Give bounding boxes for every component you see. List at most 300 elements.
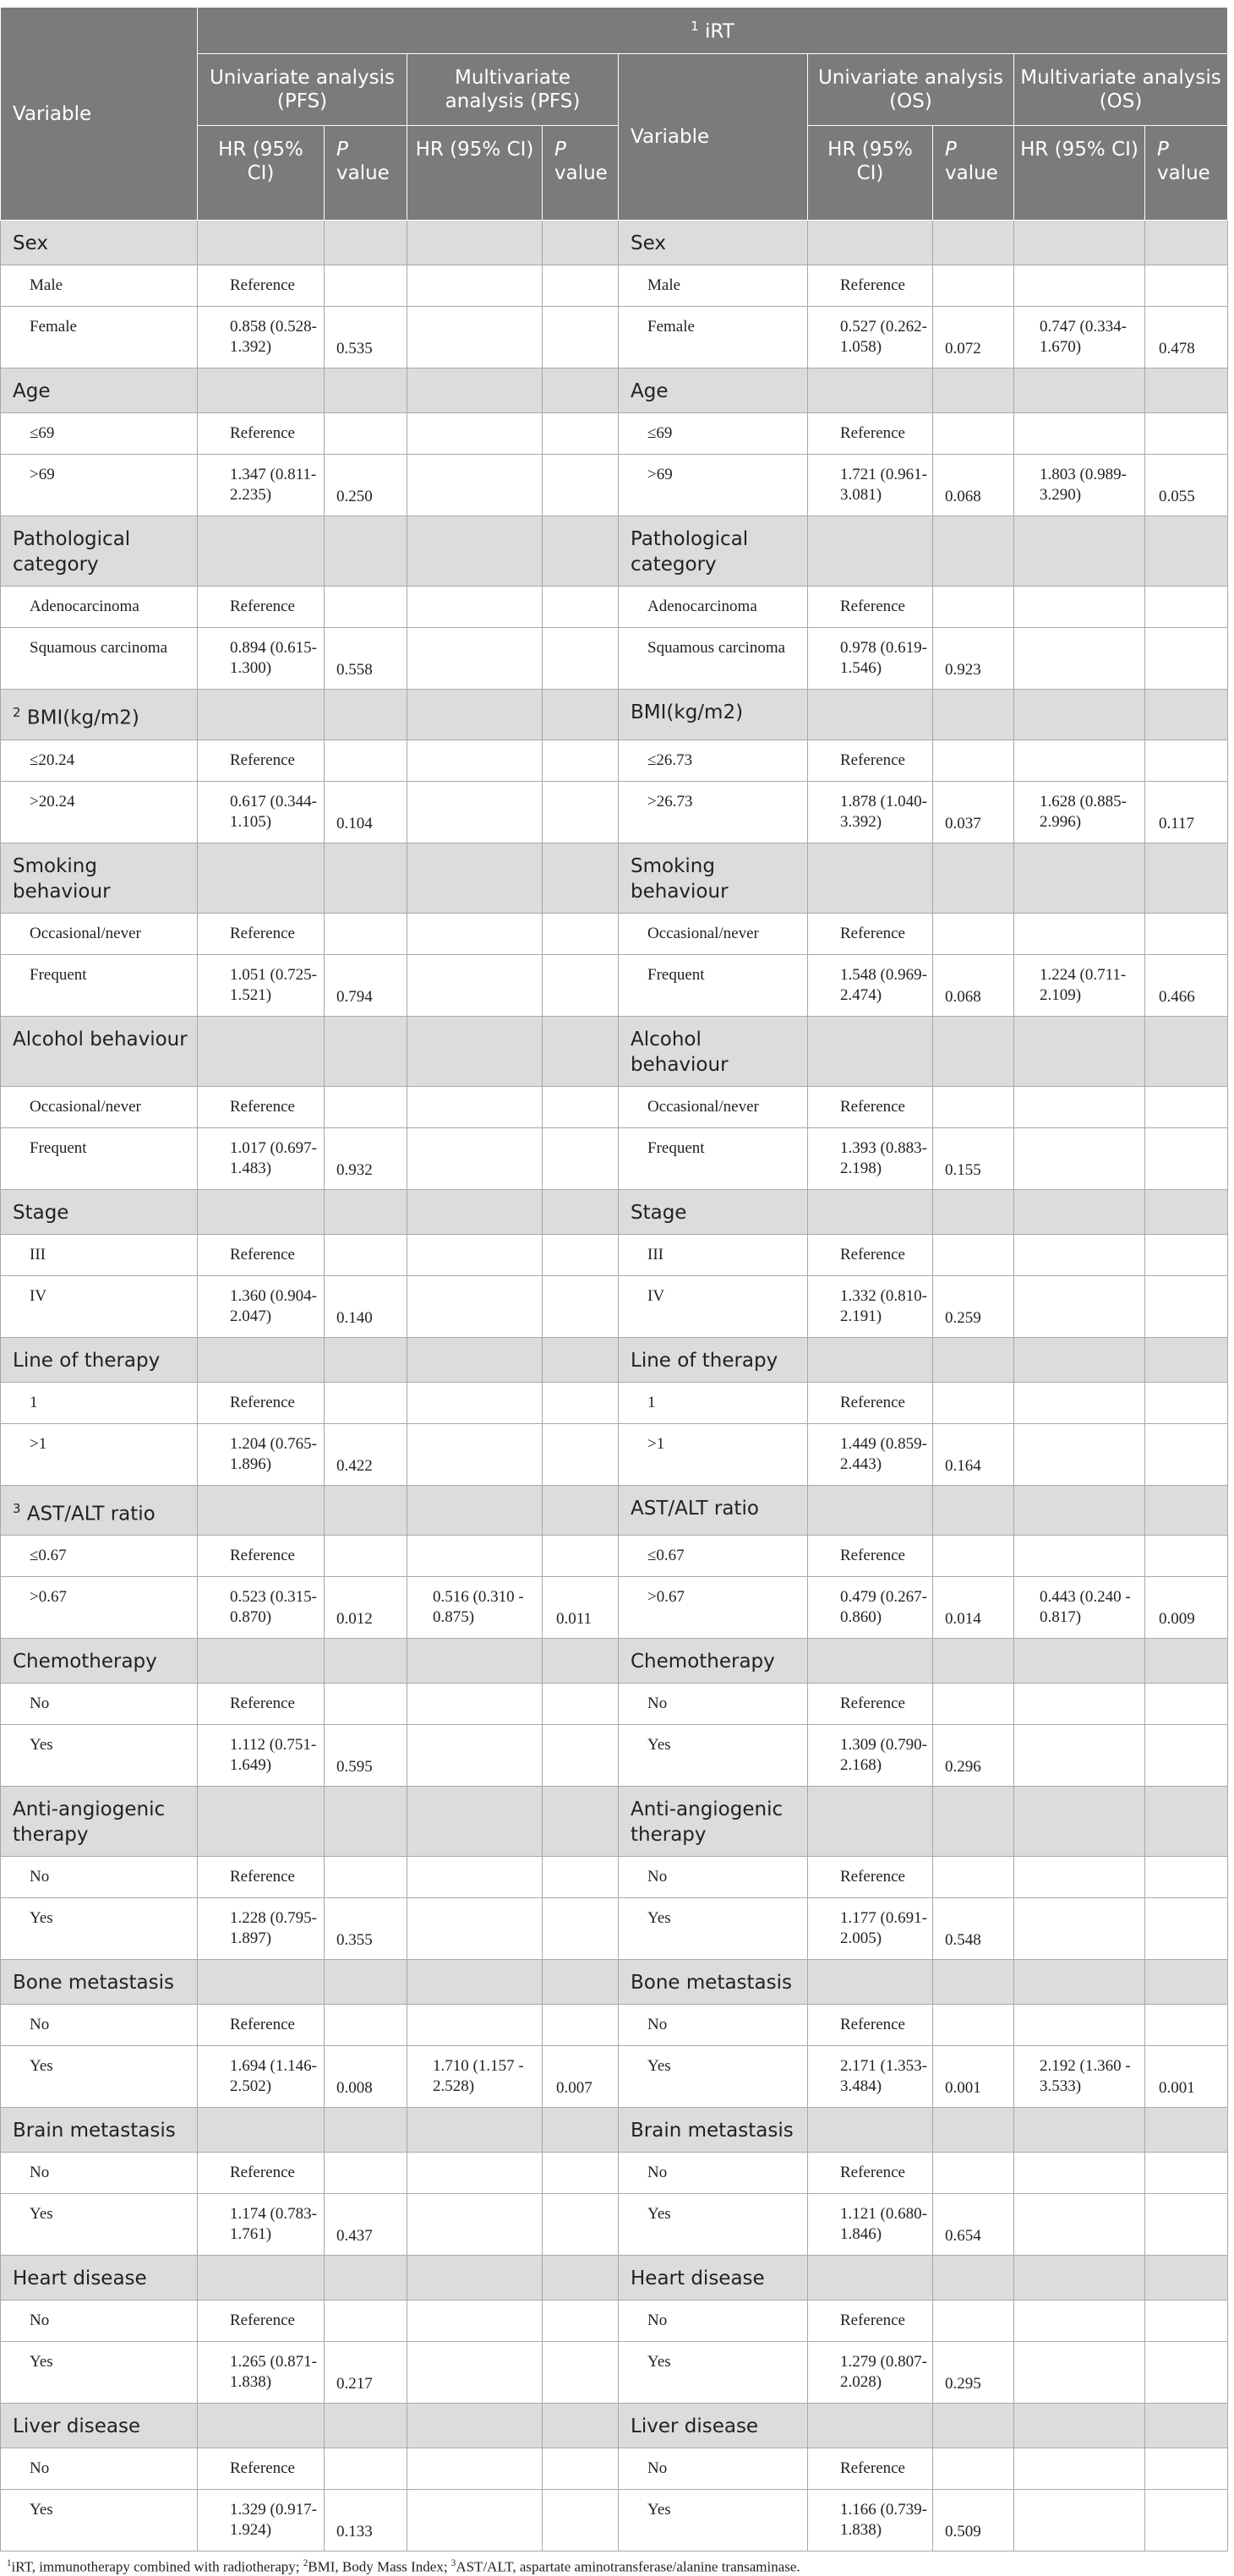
empty-cell	[325, 221, 407, 265]
variable-label: Smoking behaviour	[13, 854, 111, 903]
univariate-pfs-header: Univariate analysis (PFS)	[198, 54, 407, 126]
empty-cell	[1145, 690, 1228, 740]
p-uni-pfs	[325, 1382, 407, 1423]
table-row	[1, 2342, 1228, 2404]
empty-cell	[543, 368, 619, 413]
hr-multi-os	[1014, 2448, 1145, 2490]
empty-cell	[933, 1787, 1014, 1857]
empty-cell	[543, 516, 619, 587]
empty-cell	[808, 1016, 933, 1086]
p-multi-os	[1145, 413, 1228, 455]
empty-cell	[933, 1639, 1014, 1684]
p-multi-pfs	[543, 2005, 619, 2046]
variable-name-right: Smoking behaviour	[619, 843, 808, 913]
level-name-left: ≤20.24	[1, 740, 198, 781]
level-name-left: No	[1, 2153, 198, 2194]
category-row	[1, 1787, 1228, 1857]
level-name-right: Yes	[619, 2342, 808, 2404]
p-multi-os	[1145, 1857, 1228, 1898]
empty-cell	[933, 2404, 1014, 2448]
hr-header: HR (95% CI)	[198, 126, 325, 221]
p-uni-pfs: 0.140	[325, 1275, 407, 1337]
level-name-right: Occasional/never	[619, 1086, 808, 1127]
group-title-header	[198, 8, 1228, 54]
level-name-left: >0.67	[1, 1577, 198, 1639]
empty-cell	[1145, 2108, 1228, 2153]
p-multi-pfs	[543, 265, 619, 307]
empty-cell	[543, 1787, 619, 1857]
p-uni-os	[933, 2300, 1014, 2342]
hr-multi-pfs	[407, 307, 543, 368]
empty-cell	[407, 690, 543, 740]
hr-uni-os: Reference	[808, 740, 933, 781]
level-name-right: Frequent	[619, 954, 808, 1016]
hr-multi-os	[1014, 1127, 1145, 1189]
level-name-right: Yes	[619, 2046, 808, 2108]
regression-table	[0, 7, 1228, 2551]
footnote-marker: 2	[13, 705, 21, 720]
variable-label: Sex	[13, 232, 48, 254]
multivariate-pfs-header: Multivariate analysis (PFS)	[407, 54, 619, 126]
level-name-right: >0.67	[619, 1577, 808, 1639]
level-name-left: Frequent	[1, 1127, 198, 1189]
hr-multi-pfs	[407, 1086, 543, 1127]
empty-cell	[1014, 2108, 1145, 2153]
variable-name-left	[1, 690, 198, 740]
hr-multi-os: 0.443 (0.240 - 0.817)	[1014, 1577, 1145, 1639]
empty-cell	[325, 2108, 407, 2153]
table-row	[1, 2448, 1228, 2490]
category-row	[1, 1485, 1228, 1536]
empty-cell	[407, 1485, 543, 1536]
p-uni-pfs	[325, 1536, 407, 1577]
category-row	[1, 1337, 1228, 1382]
level-name-right: No	[619, 2005, 808, 2046]
hr-multi-pfs	[407, 1234, 543, 1275]
variable-name-left	[1, 1016, 198, 1086]
p-uni-os: 0.001	[933, 2046, 1014, 2108]
p-multi-os	[1145, 913, 1228, 954]
variable-name-left	[1, 368, 198, 413]
level-name-left: Female	[1, 307, 198, 368]
variable-name-left	[1, 843, 198, 913]
category-row	[1, 2404, 1228, 2448]
hr-multi-os	[1014, 1423, 1145, 1485]
empty-cell	[808, 1787, 933, 1857]
empty-cell	[808, 1189, 933, 1234]
p-uni-os	[933, 2005, 1014, 2046]
empty-cell	[325, 516, 407, 587]
hr-uni-os: 1.449 (0.859-2.443)	[808, 1423, 933, 1485]
hr-multi-os	[1014, 2342, 1145, 2404]
level-name-left: >69	[1, 455, 198, 516]
p-uni-pfs	[325, 740, 407, 781]
empty-cell	[198, 1337, 325, 1382]
hr-uni-os: Reference	[808, 1086, 933, 1127]
empty-cell	[933, 843, 1014, 913]
p-multi-pfs	[543, 2490, 619, 2551]
level-name-left: ≤0.67	[1, 1536, 198, 1577]
hr-multi-pfs	[407, 1423, 543, 1485]
p-uni-os	[933, 1234, 1014, 1275]
hr-multi-os	[1014, 2490, 1145, 2551]
p-uni-pfs: 0.422	[325, 1423, 407, 1485]
level-name-left: Yes	[1, 1725, 198, 1787]
level-name-right: ≤69	[619, 413, 808, 455]
p-multi-pfs	[543, 1275, 619, 1337]
level-name-right: >1	[619, 1423, 808, 1485]
empty-cell	[933, 2256, 1014, 2300]
table-body	[1, 221, 1228, 2551]
p-uni-os	[933, 1684, 1014, 1725]
variable-name-right: Bone metastasis	[619, 1960, 808, 2005]
hr-multi-os	[1014, 2194, 1145, 2256]
p-multi-pfs	[543, 587, 619, 628]
empty-cell	[933, 2108, 1014, 2153]
hr-multi-pfs	[407, 2300, 543, 2342]
category-row	[1, 690, 1228, 740]
empty-cell	[407, 843, 543, 913]
hr-uni-os: Reference	[808, 1857, 933, 1898]
empty-cell	[543, 2256, 619, 2300]
hr-multi-os: 1.803 (0.989-3.290)	[1014, 455, 1145, 516]
p-uni-os	[933, 2448, 1014, 2490]
empty-cell	[325, 1485, 407, 1536]
p-uni-pfs	[325, 2448, 407, 2490]
variable-name-left	[1, 2404, 198, 2448]
empty-cell	[543, 690, 619, 740]
p-multi-os	[1145, 1898, 1228, 1960]
level-name-right: No	[619, 2300, 808, 2342]
p-multi-os	[1145, 628, 1228, 690]
p-uni-pfs: 0.133	[325, 2490, 407, 2551]
hr-uni-pfs: 1.347 (0.811-2.235)	[198, 455, 325, 516]
variable-label: Bone metastasis	[13, 1972, 175, 1995]
hr-uni-pfs: Reference	[198, 1382, 325, 1423]
p-uni-pfs: 0.104	[325, 781, 407, 843]
category-row	[1, 1639, 1228, 1684]
empty-cell	[1145, 1016, 1228, 1086]
level-name-left: No	[1, 2005, 198, 2046]
p-uni-os: 0.072	[933, 307, 1014, 368]
hr-header: HR (95% CI)	[1014, 126, 1145, 221]
p-uni-pfs: 0.794	[325, 954, 407, 1016]
empty-cell	[1145, 221, 1228, 265]
level-name-left: No	[1, 2448, 198, 2490]
empty-cell	[933, 1485, 1014, 1536]
empty-cell	[407, 1639, 543, 1684]
empty-cell	[325, 843, 407, 913]
hr-uni-pfs: Reference	[198, 265, 325, 307]
variable-label: BMI(kg/m2)	[26, 707, 139, 729]
category-row	[1, 1960, 1228, 2005]
hr-uni-os: Reference	[808, 913, 933, 954]
p-multi-os: 0.001	[1145, 2046, 1228, 2108]
level-name-right: III	[619, 1234, 808, 1275]
univariate-os-header: Univariate analysis (OS)	[808, 54, 1014, 126]
hr-multi-pfs	[407, 1725, 543, 1787]
p-uni-os	[933, 1857, 1014, 1898]
hr-uni-pfs: Reference	[198, 1086, 325, 1127]
variable-label: Alcohol behaviour	[13, 1028, 188, 1051]
level-name-left: No	[1, 2300, 198, 2342]
p-uni-os: 0.068	[933, 954, 1014, 1016]
hr-uni-os: 1.548 (0.969-2.474)	[808, 954, 933, 1016]
hr-multi-pfs: 1.710 (1.157 - 2.528)	[407, 2046, 543, 2108]
empty-cell	[325, 2404, 407, 2448]
p-multi-os	[1145, 1423, 1228, 1485]
hr-multi-pfs	[407, 954, 543, 1016]
p-uni-os: 0.296	[933, 1725, 1014, 1787]
variable-name-right: Alcohol behaviour	[619, 1016, 808, 1086]
table-row	[1, 1684, 1228, 1725]
hr-multi-pfs	[407, 2153, 543, 2194]
p-uni-pfs	[325, 1234, 407, 1275]
p-multi-pfs	[543, 1898, 619, 1960]
p-multi-pfs	[543, 1857, 619, 1898]
footnote-marker: 3	[13, 1500, 21, 1516]
hr-uni-pfs: 1.204 (0.765-1.896)	[198, 1423, 325, 1485]
level-name-left: Yes	[1, 2490, 198, 2551]
hr-multi-os: 0.747 (0.334-1.670)	[1014, 307, 1145, 368]
variable-header-left: Variable	[1, 8, 198, 221]
empty-cell	[1014, 2256, 1145, 2300]
p-multi-os	[1145, 2005, 1228, 2046]
hr-uni-os: 1.393 (0.883-2.198)	[808, 1127, 933, 1189]
hr-uni-pfs: 1.265 (0.871-1.838)	[198, 2342, 325, 2404]
table-row	[1, 2490, 1228, 2551]
empty-cell	[325, 368, 407, 413]
p-multi-pfs	[543, 2300, 619, 2342]
level-name-left: >20.24	[1, 781, 198, 843]
empty-cell	[1014, 1337, 1145, 1382]
hr-multi-pfs	[407, 265, 543, 307]
table-row	[1, 1382, 1228, 1423]
p-value-header: P value	[1145, 126, 1228, 221]
hr-uni-pfs: 0.617 (0.344-1.105)	[198, 781, 325, 843]
p-uni-pfs: 0.012	[325, 1577, 407, 1639]
empty-cell	[543, 843, 619, 913]
p-multi-os	[1145, 2194, 1228, 2256]
hr-uni-pfs: Reference	[198, 2300, 325, 2342]
p-multi-os: 0.478	[1145, 307, 1228, 368]
p-multi-os	[1145, 2490, 1228, 2551]
empty-cell	[543, 1485, 619, 1536]
hr-uni-pfs: Reference	[198, 1234, 325, 1275]
p-uni-pfs: 0.535	[325, 307, 407, 368]
hr-uni-pfs: 1.174 (0.783-1.761)	[198, 2194, 325, 2256]
hr-multi-pfs	[407, 1127, 543, 1189]
p-multi-os: 0.009	[1145, 1577, 1228, 1639]
level-name-left: Yes	[1, 2046, 198, 2108]
table-row	[1, 781, 1228, 843]
hr-multi-os	[1014, 913, 1145, 954]
p-multi-os	[1145, 2448, 1228, 2490]
variable-name-right: BMI(kg/m2)	[619, 690, 808, 740]
hr-uni-pfs: Reference	[198, 740, 325, 781]
table-row	[1, 1857, 1228, 1898]
p-uni-pfs: 0.217	[325, 2342, 407, 2404]
hr-uni-pfs: 1.112 (0.751-1.649)	[198, 1725, 325, 1787]
p-multi-pfs	[543, 628, 619, 690]
hr-multi-os	[1014, 2153, 1145, 2194]
p-uni-os: 0.014	[933, 1577, 1014, 1639]
empty-cell	[1145, 1639, 1228, 1684]
p-multi-os	[1145, 1382, 1228, 1423]
hr-uni-os: 1.279 (0.807-2.028)	[808, 2342, 933, 2404]
table-row	[1, 954, 1228, 1016]
variable-name-left	[1, 1189, 198, 1234]
empty-cell	[543, 2108, 619, 2153]
p-multi-pfs	[543, 1382, 619, 1423]
hr-multi-pfs	[407, 1684, 543, 1725]
hr-uni-os: Reference	[808, 265, 933, 307]
p-multi-os: 0.117	[1145, 781, 1228, 843]
hr-uni-pfs: 1.228 (0.795-1.897)	[198, 1898, 325, 1960]
p-uni-os: 0.548	[933, 1898, 1014, 1960]
empty-cell	[808, 368, 933, 413]
hr-uni-os: 1.332 (0.810-2.191)	[808, 1275, 933, 1337]
p-multi-pfs	[543, 2153, 619, 2194]
level-name-right: Yes	[619, 2194, 808, 2256]
p-uni-pfs	[325, 913, 407, 954]
empty-cell	[325, 1960, 407, 2005]
variable-name-right: AST/ALT ratio	[619, 1485, 808, 1536]
level-name-right: Male	[619, 265, 808, 307]
table-row	[1, 1898, 1228, 1960]
hr-multi-os: 1.628 (0.885-2.996)	[1014, 781, 1145, 843]
hr-header: HR (95% CI)	[808, 126, 933, 221]
variable-label: AST/ALT ratio	[26, 1503, 156, 1525]
hr-uni-pfs: Reference	[198, 2153, 325, 2194]
empty-cell	[808, 2108, 933, 2153]
hr-multi-os	[1014, 1684, 1145, 1725]
table-row	[1, 307, 1228, 368]
hr-multi-os	[1014, 2005, 1145, 2046]
group-title: iRT	[705, 20, 734, 43]
p-uni-pfs: 0.008	[325, 2046, 407, 2108]
hr-uni-os: 1.878 (1.040-3.392)	[808, 781, 933, 843]
variable-name-right: Liver disease	[619, 2404, 808, 2448]
empty-cell	[1014, 1787, 1145, 1857]
variable-name-right: Stage	[619, 1189, 808, 1234]
level-name-right: No	[619, 2153, 808, 2194]
table-row	[1, 1234, 1228, 1275]
variable-label: Stage	[13, 1201, 69, 1224]
empty-cell	[1145, 1337, 1228, 1382]
p-uni-os	[933, 265, 1014, 307]
hr-uni-pfs: 1.051 (0.725-1.521)	[198, 954, 325, 1016]
hr-uni-os: 1.166 (0.739-1.838)	[808, 2490, 933, 2551]
empty-cell	[1145, 2256, 1228, 2300]
hr-multi-os	[1014, 1536, 1145, 1577]
variable-name-right: Pathological category	[619, 516, 808, 587]
hr-multi-os	[1014, 2300, 1145, 2342]
empty-cell	[198, 1016, 325, 1086]
category-row	[1, 843, 1228, 913]
p-uni-os: 0.509	[933, 2490, 1014, 2551]
table-row	[1, 1577, 1228, 1639]
p-multi-pfs	[543, 1086, 619, 1127]
p-uni-pfs: 0.595	[325, 1725, 407, 1787]
hr-multi-pfs	[407, 1898, 543, 1960]
variable-name-left	[1, 1960, 198, 2005]
level-name-right: ≤26.73	[619, 740, 808, 781]
table-header	[1, 8, 1228, 221]
table-row	[1, 1423, 1228, 1485]
hr-uni-os: 0.978 (0.619-1.546)	[808, 628, 933, 690]
level-name-right: No	[619, 1857, 808, 1898]
level-name-right: Frequent	[619, 1127, 808, 1189]
hr-uni-pfs: Reference	[198, 587, 325, 628]
level-name-right: 1	[619, 1382, 808, 1423]
hr-uni-pfs: Reference	[198, 913, 325, 954]
level-name-left: >1	[1, 1423, 198, 1485]
p-multi-pfs	[543, 781, 619, 843]
hr-uni-os: Reference	[808, 587, 933, 628]
hr-multi-pfs	[407, 781, 543, 843]
variable-label: Pathological category	[13, 528, 131, 576]
p-multi-pfs	[543, 1127, 619, 1189]
hr-uni-os: Reference	[808, 1382, 933, 1423]
table-row	[1, 265, 1228, 307]
empty-cell	[808, 1960, 933, 2005]
p-uni-os: 0.259	[933, 1275, 1014, 1337]
empty-cell	[1014, 843, 1145, 913]
empty-cell	[933, 516, 1014, 587]
table-row	[1, 740, 1228, 781]
p-multi-pfs: 0.011	[543, 1577, 619, 1639]
empty-cell	[1014, 1016, 1145, 1086]
p-uni-os	[933, 413, 1014, 455]
p-multi-pfs	[543, 1684, 619, 1725]
empty-cell	[1014, 1485, 1145, 1536]
p-multi-pfs	[543, 2194, 619, 2256]
p-uni-os	[933, 1086, 1014, 1127]
empty-cell	[1014, 1960, 1145, 2005]
empty-cell	[407, 1016, 543, 1086]
p-uni-os: 0.155	[933, 1127, 1014, 1189]
level-name-left: III	[1, 1234, 198, 1275]
hr-uni-os: Reference	[808, 2300, 933, 2342]
hr-multi-os: 2.192 (1.360 - 3.533)	[1014, 2046, 1145, 2108]
hr-uni-os: 0.527 (0.262-1.058)	[808, 307, 933, 368]
p-multi-pfs	[543, 740, 619, 781]
level-name-right: No	[619, 2448, 808, 2490]
p-value-header: P value	[325, 126, 407, 221]
table-row	[1, 1127, 1228, 1189]
table-row	[1, 1536, 1228, 1577]
table-row	[1, 587, 1228, 628]
empty-cell	[1014, 516, 1145, 587]
variable-label: Chemotherapy	[13, 1651, 157, 1673]
p-uni-pfs	[325, 1857, 407, 1898]
p-uni-os: 0.295	[933, 2342, 1014, 2404]
empty-cell	[1145, 1189, 1228, 1234]
variable-label: Age	[13, 380, 51, 402]
empty-cell	[407, 1189, 543, 1234]
level-name-left: Adenocarcinoma	[1, 587, 198, 628]
empty-cell	[933, 1337, 1014, 1382]
hr-multi-os	[1014, 265, 1145, 307]
p-multi-pfs	[543, 1423, 619, 1485]
level-name-left: Squamous carcinoma	[1, 628, 198, 690]
hr-uni-os: 2.171 (1.353-3.484)	[808, 2046, 933, 2108]
level-name-left: Occasional/never	[1, 1086, 198, 1127]
level-name-left: No	[1, 1684, 198, 1725]
p-multi-os	[1145, 1275, 1228, 1337]
hr-multi-pfs	[407, 2342, 543, 2404]
